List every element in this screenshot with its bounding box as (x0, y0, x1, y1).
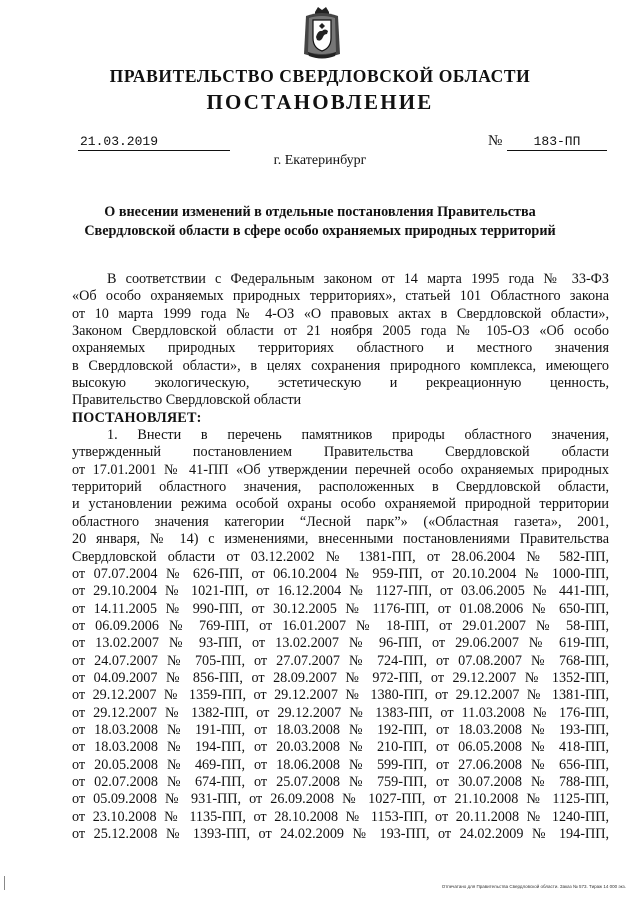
paragraph-line: и установлении режима особой охраны особо охраняемой природной территории (72, 496, 609, 513)
item-1-paragraph (72, 427, 609, 843)
paragraph-line: от 10 марта 1999 года № 4-ОЗ «О правовых актах в Свердловской области», (72, 305, 609, 322)
paragraph-line: областного значения категории “Лесной парк”» («Областная газета», 2001, (72, 513, 609, 530)
paragraph-line: от 13.02.2007 № 93-ПП, от 13.02.2007 № 96-ПП, от 29.06.2007 № 619-ПП, (72, 635, 609, 652)
paragraph-line: от 14.11.2005 № 990-ПП, от 30.12.2005 № 1176-ПП, от 01.08.2006 № 650-ПП, (72, 600, 609, 617)
paragraph-line: от 18.03.2008 № 191-ПП, от 18.03.2008 № 192-ПП, от 18.03.2008 № 193-ПП, (72, 721, 609, 738)
paragraph-line: «Об особо охраняемых природных территориях», статьей 101 Областного закона (72, 288, 609, 305)
paragraph-line: 20 января, № 14) с изменениями, внесенными постановлениями Правительства (72, 531, 609, 548)
paragraph-line: охраняемых природных территориях областного и местного значения (72, 340, 609, 357)
coat-of-arms-icon (300, 4, 344, 60)
paragraph-line: 1. Внести в перечень памятников природы областного значения, (107, 427, 609, 444)
paragraph-line: от 23.10.2008 № 1135-ПП, от 28.10.2008 № 1153-ПП, от 20.11.2008 № 1240-ПП, (72, 808, 609, 825)
paragraph-line: от 18.03.2008 № 194-ПП, от 20.03.2008 № 210-ПП, от 06.05.2008 № 418-ПП, (72, 739, 609, 756)
paragraph-line: от 06.09.2006 № 769-ПП, от 16.01.2007 № 18-ПП, от 29.01.2007 № 58-ПП, (72, 617, 609, 634)
city: г. Екатеринбург (273, 153, 367, 168)
paragraph-line: от 17.01.2001 № 41-ПП «Об утверждении перечней особо охраняемых природных (72, 461, 609, 478)
print-footer: Отпечатано для Правительства Свердловской области. Заказ № 573. Тираж 14 000 экз. (441, 884, 626, 889)
paragraph-line: Свердловской области от 03.12.2002 № 1381-ПП, от 28.06.2004 № 582-ПП, (72, 548, 609, 565)
number-sign: № (488, 133, 503, 149)
paragraph-line: Законом Свердловской области от 21 ноября 2005 года № 105-ОЗ «Об особо (72, 323, 609, 340)
document-title (40, 203, 600, 241)
document-body (72, 271, 609, 843)
paragraph-line: в Свердловской области», в целях сохранения природного комплекса, имеющего (72, 357, 609, 374)
paragraph-line: от 02.07.2008 № 674-ПП, от 25.07.2008 № 759-ПП, от 30.07.2008 № 788-ПП, (72, 773, 609, 790)
paragraph-line: от 04.09.2007 № 856-ПП, от 28.09.2007 № 972-ПП, от 29.12.2007 № 1352-ПП, (72, 669, 609, 686)
paragraph-line: от 29.12.2007 № 1359-ПП, от 29.12.2007 № 1380-ПП, от 29.12.2007 № 1381-ПП, (72, 687, 609, 704)
paragraph-line: территорий областного значения, расположенных в Свердловской области, (72, 479, 609, 496)
paragraph-line: Правительство Свердловской области (72, 392, 302, 409)
paragraph-line: утвержденный постановлением Правительства Свердловской области (72, 444, 609, 461)
paragraph-line: от 29.12.2007 № 1382-ПП, от 29.12.2007 № 1383-ПП, от 11.03.2008 № 176-ПП, (72, 704, 609, 721)
paragraph-line: от 24.07.2007 № 705-ПП, от 27.07.2007 № 724-ПП, от 07.08.2007 № 768-ПП, (72, 652, 609, 669)
scan-edge-mark (4, 876, 5, 890)
paragraph-line: от 07.07.2004 № 626-ПП, от 06.10.2004 № 959-ПП, от 20.10.2004 № 1000-ПП, (72, 565, 609, 582)
paragraph-line: от 20.05.2008 № 469-ПП, от 18.06.2008 № 599-ПП, от 27.06.2008 № 656-ПП, (72, 756, 609, 773)
preamble-paragraph (72, 271, 609, 410)
document-type: ПОСТАНОВЛЕНИЕ (206, 90, 434, 114)
document-number: 183-ПП (507, 134, 607, 151)
organization-name: ПРАВИТЕЛЬСТВО СВЕРДЛОВСКОЙ ОБЛАСТИ (109, 66, 531, 86)
paragraph-line: высокую экологическую, эстетическую и рекреационную ценность, (72, 375, 609, 392)
paragraph-line: В соответствии с Федеральным законом от 14 марта 1995 года № 33-ФЗ (107, 271, 609, 287)
resolves-heading: ПОСТАНОВЛЯЕТ: (72, 409, 202, 426)
paragraph-line: от 29.10.2004 № 1021-ПП, от 16.12.2004 № 1127-ПП, от 03.06.2005 № 441-ПП, (72, 583, 609, 600)
paragraph-line: от 05.09.2008 № 931-ПП, от 26.09.2008 № 1027-ПП, от 21.10.2008 № 1125-ПП, (72, 791, 609, 808)
title-line: Свердловской области в сфере особо охраняемых природных территорий (84, 223, 556, 239)
title-line: О внесении изменений в отдельные постановления Правительства (104, 204, 536, 220)
document-date: 21.03.2019 (78, 134, 230, 151)
paragraph-line: от 25.12.2008 № 1393-ПП, от 24.02.2009 № 193-ПП, от 24.02.2009 № 194-ПП, (72, 826, 609, 842)
